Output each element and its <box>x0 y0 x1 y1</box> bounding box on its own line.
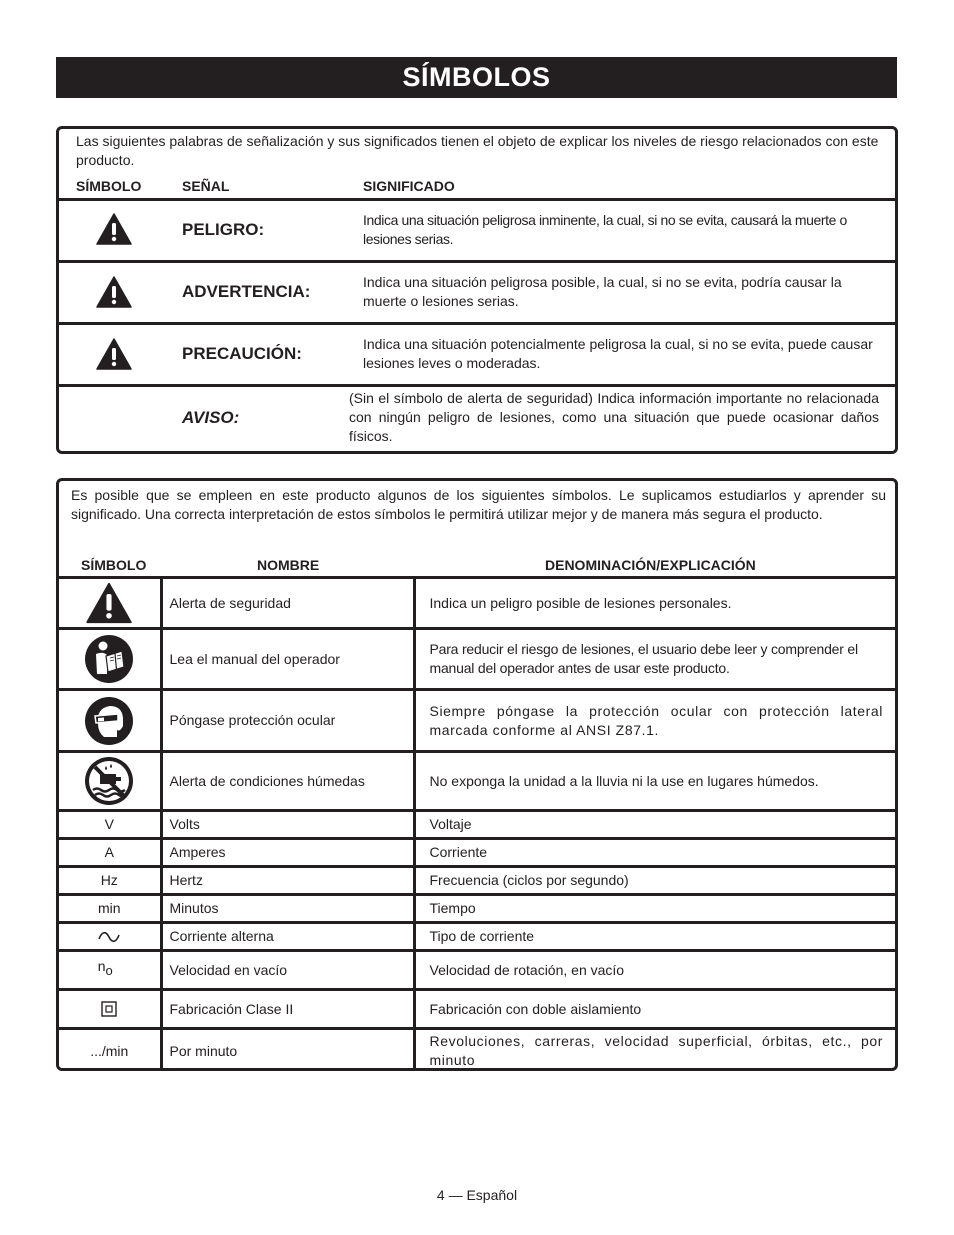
table-row <box>59 990 895 1029</box>
explanation-cell: Frecuencia (ciclos por segundo) <box>414 867 895 895</box>
warning-triangle-icon <box>96 338 132 375</box>
name-cell: Fabricación Clase II <box>161 990 414 1029</box>
table-row <box>59 752 895 811</box>
header-symbol: SÍMBOLO <box>81 557 147 573</box>
symbols-box <box>56 478 898 1071</box>
name-cell: Lea el manual del operador <box>161 629 414 690</box>
explanation-cell: Tipo de corriente <box>414 923 895 951</box>
explanation-cell: Fabricación con doble aislamiento <box>414 990 895 1029</box>
eye-protection-icon <box>84 696 134 746</box>
name-cell: Minutos <box>161 895 414 923</box>
table-row <box>59 578 895 629</box>
symbols-table <box>59 576 895 1071</box>
signal-meaning: (Sin el símbolo de alerta de seguridad) Indica información importante no relacionada con ningún peligro de lesiones, como una situación que puede ocasionar daños físicos. <box>349 390 879 444</box>
symbol-cell <box>59 629 161 690</box>
symbol-cell <box>59 578 161 629</box>
signal-word: PELIGRO: <box>182 220 265 239</box>
symbol-cell: A <box>59 839 161 867</box>
signal-word: AVISO: <box>182 408 240 427</box>
no-load-speed-symbol <box>97 957 113 978</box>
warning-triangle-icon <box>96 213 132 250</box>
name-cell: Velocidad en vacío <box>161 951 414 990</box>
wet-conditions-icon <box>84 756 134 806</box>
alternating-current-icon <box>98 931 120 943</box>
read-manual-icon <box>84 634 134 684</box>
explanation-cell: Para reducir el riesgo de lesiones, el usuario debe leer y comprender el manual del operador antes de usar este producto. <box>414 629 895 690</box>
header-meaning: SIGNIFICADO <box>363 178 455 194</box>
header-signal: SEÑAL <box>182 178 230 194</box>
signal-word: ADVERTENCIA: <box>182 282 311 301</box>
signal-row-advertencia <box>59 260 895 322</box>
class-ii-construction-icon <box>101 1001 117 1017</box>
table-row <box>59 690 895 752</box>
table-row <box>59 923 895 951</box>
name-cell: Alerta de seguridad <box>161 578 414 629</box>
symbol-cell <box>59 752 161 811</box>
signal-row-aviso <box>59 384 895 454</box>
table-row <box>59 951 895 990</box>
table-row <box>59 1029 895 1072</box>
symbol-cell: min <box>59 895 161 923</box>
warning-triangle-icon <box>96 276 132 313</box>
name-cell: Volts <box>161 811 414 839</box>
name-cell: Hertz <box>161 867 414 895</box>
explanation-cell: Siempre póngase la protección ocular con protección lateral marcada conforme al ANSI Z87.1. <box>414 690 895 752</box>
explanation-cell: Corriente <box>414 839 895 867</box>
table-row <box>59 839 895 867</box>
warning-triangle-icon <box>86 582 132 624</box>
symbol-cell: V <box>59 811 161 839</box>
name-cell: Póngase protección ocular <box>161 690 414 752</box>
symbol-cell <box>59 923 161 951</box>
symbol-subscript: o <box>105 962 113 978</box>
table-row <box>59 811 895 839</box>
explanation-cell: Revoluciones, carreras, velocidad superficial, órbitas, etc., por minuto <box>414 1029 895 1072</box>
name-cell: Corriente alterna <box>161 923 414 951</box>
signal-meaning: Indica una situación peligrosa inminente, la cual, si no se evita, causará la muerte o lesiones serias. <box>363 212 847 247</box>
explanation-cell: Voltaje <box>414 811 895 839</box>
name-cell: Amperes <box>161 839 414 867</box>
header-name: NOMBRE <box>257 557 320 573</box>
name-cell: Por minuto <box>161 1029 414 1072</box>
signal-row-precaucion <box>59 322 895 384</box>
symbol-cell: Hz <box>59 867 161 895</box>
symbol-n: n <box>97 957 106 974</box>
table-row <box>59 895 895 923</box>
page-footer: 4 — Español <box>436 1187 518 1203</box>
symbol-cell <box>59 990 161 1029</box>
signal-meaning: Indica una situación peligrosa posible, la cual, si no se evita, podría causar la muerte o lesiones serias. <box>363 274 842 309</box>
header-explanation: DENOMINACIÓN/EXPLICACIÓN <box>545 557 756 573</box>
header-symbol: SÍMBOLO <box>76 178 142 194</box>
name-cell: Alerta de condiciones húmedas <box>161 752 414 811</box>
explanation-cell: Tiempo <box>414 895 895 923</box>
symbol-cell <box>59 690 161 752</box>
table-row <box>59 629 895 690</box>
signal-row-peligro <box>59 198 895 260</box>
explanation-cell: Indica un peligro posible de lesiones personales. <box>414 578 895 629</box>
signal-words-box <box>56 126 898 454</box>
signal-words-intro: Las siguientes palabras de señalización y sus significados tienen el objeto de explicar los niveles de riesgo relacionados con este producto. <box>76 133 879 168</box>
table-row <box>59 867 895 895</box>
explanation-cell: Velocidad de rotación, en vacío <box>414 951 895 990</box>
symbol-cell <box>59 951 161 990</box>
signal-meaning: Indica una situación potencialmente peligrosa la cual, si no se evita, puede causar lesiones leves o moderadas. <box>363 336 873 371</box>
explanation-cell: No exponga la unidad a la lluvia ni la use en lugares húmedos. <box>414 752 895 811</box>
signal-word: PRECAUCIÓN: <box>182 344 302 363</box>
page-title: SÍMBOLOS <box>56 57 897 98</box>
symbols-intro: Es posible que se empleen en este producto algunos de los siguientes símbolos. Le suplicamos estudiarlos y aprender su significado. Una correcta interpretación de estos símbolos le permitirá utilizar mejor y de manera más segura el producto. <box>71 487 886 522</box>
symbol-cell: .../min <box>59 1029 161 1072</box>
